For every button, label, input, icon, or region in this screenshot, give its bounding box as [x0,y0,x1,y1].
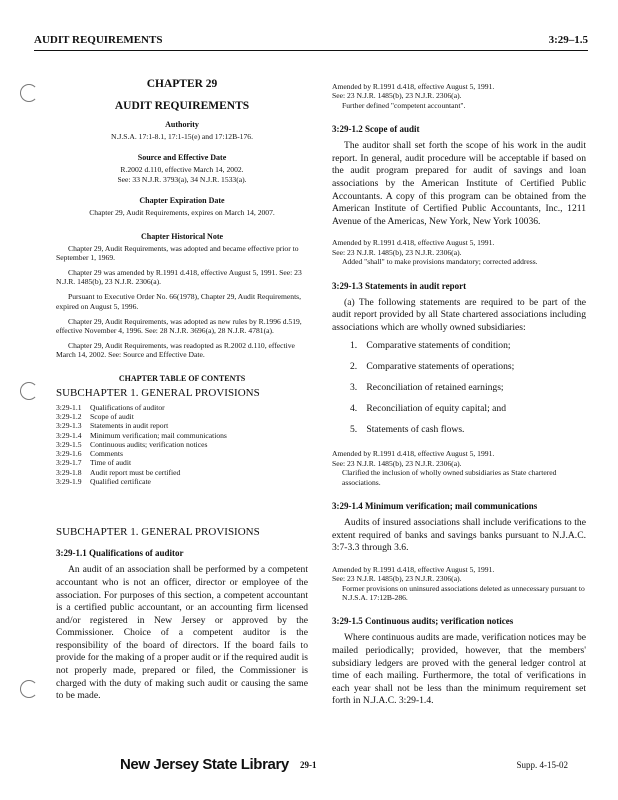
expiration-text: Chapter 29, Audit Requirements, expires on March 14, 2007. [89,208,275,218]
toc-subchapter: SUBCHAPTER 1. GENERAL PROVISIONS [56,386,260,399]
historical-note-5: Chapter 29, Audit Requirements, was readopted as R.2002 d.110, effective March 14, 2002. See: Source and Effective Date. [56,341,295,360]
historical-note-3: Pursuant to Executive Order No. 66(1978), Chapter 29, Audit Requirements, expired on August 5, 1996. [56,292,302,311]
toc-item: 3:29-1.6 Comments [56,449,123,459]
note-2-desc: Added "shall" to make provisions mandatory; corrected address. [342,257,538,267]
note-3-see: See: 23 N.J.R. 1485(b), 23 N.J.R. 2306(a). [332,458,462,468]
statements-list [350,340,586,445]
note-1-see: See: 23 N.J.R. 1485(b), 23 N.J.R. 2306(a). [332,91,462,101]
note-1-desc: Further defined "competent accountant". [342,100,466,110]
note-3-amended: Amended by R.1991 d.418, effective August 5, 1991. [332,449,495,459]
chapter-number: CHAPTER 29 [146,78,218,90]
section-1-4-heading: 3:29-1.4 Minimum verification; mail communications [332,501,538,511]
section-1-1-text: An audit of an association shall be performed by a competent accountant who is not an officer, director or employee of the association. For purposes of this section, a competent accountant is a certified public accountant, or an accounting firm licensed and/or registered in New Jersey or approved by the Commissioner. Choice of a competent auditor is the responsibility of the board of directors. If the board fails to provide for the making of a proper audit or if the required audit is not properly made, prepared or filed, the Commissioner is charged with the duty of making such audit or causing the same to be made. [56,564,308,702]
page-footer [0,756,618,778]
toc-item: 3:29-1.9 Qualified certificate [56,477,151,487]
right-column [332,82,586,708]
punch-hole-mark [20,680,38,698]
toc-item: 3:29-1.4 Minimum verification; mail communications [56,430,227,440]
section-1-3-text: (a) The following statements are required to be part of the audit report provided by all State chartered associations including associations which are wholly owned subsidiaries: [332,296,586,333]
section-1-3-heading: 3:29-1.3 Statements in audit report [332,280,467,291]
note-2-see: See: 23 N.J.R. 1485(b), 23 N.J.R. 2306(a). [332,247,462,257]
list-item: 5. Statements of cash flows. [350,424,465,436]
note-1-amended: Amended by R.1991 d.418, effective August 5, 1991. [332,82,495,91]
section-1-5-heading: 3:29-1.5 Continuous audits; verification notices [332,616,514,627]
note-4-amended: Amended by R.1991 d.418, effective August 5, 1991. [332,564,495,574]
left-column [56,72,308,703]
chapter-title: AUDIT REQUIREMENTS [114,100,250,112]
toc-heading: CHAPTER TABLE OF CONTENTS [118,373,246,383]
list-item: 2. Comparative statements of operations; [350,361,515,373]
section-1-4-text: Audits of insured associations shall include verifications to the extent required of banks and savings banks pursuant to N.J.A.C. 3:7-3.3 through 3.6. [332,517,586,554]
expiration-heading: Chapter Expiration Date [139,196,225,206]
punch-hole-mark [20,84,38,102]
section-1-2-heading: 3:29-1.2 Scope of audit [332,124,420,135]
header-title: AUDIT REQUIREMENTS [34,34,163,46]
toc-item: 3:29-1.3 Statements in audit report [56,421,169,431]
toc-item: 3:29-1.2 Scope of audit [56,411,134,421]
historical-note-4: Chapter 29, Audit Requirements, was adopted as new rules by R.1996 d.519, effective November 4, 1996. See: 28 N.J.R. 3696(a), 28 N.J.R. 4781(a). [56,316,302,336]
supplement-date: Supp. 4-15-02 [516,760,568,770]
running-header [34,34,588,51]
note-4-see: See: 23 N.J.R. 1485(b), 23 N.J.R. 2306(a). [332,574,462,584]
authority-heading: Authority [165,120,199,129]
source-text-1: R.2002 d.110, effective March 14, 2002. [120,165,244,175]
list-item: 3. Reconciliation of retained earnings; [350,382,504,394]
header-section: 3:29–1.5 [548,34,588,46]
page-number: 29-1 [300,760,317,770]
section-1-5-text: Where continuous audits are made, verification notices may be mailed periodically; provided, however, that the members' subsidiary ledgers are proved with the general ledger control at time of each mailing. Furthermore, the total of verifications in each year shall not be less than the minimum requirement set forth in N.J.A.C. 3:29-1.4. [332,632,586,707]
toc-item: 3:29-1.7 Time of audit [56,458,132,468]
authority-text: N.J.S.A. 17:1-8.1, 17:1-15(e) and 17:12B-176. [111,132,253,141]
source-text-2: See: 33 N.J.R. 3793(a), 34 N.J.R. 1533(a). [117,174,247,184]
library-stamp: New Jersey State Library [120,756,289,773]
toc-item: 3:29-1.5 Continuous audits; verification notices [56,439,208,449]
note-2-amended: Amended by R.1991 d.418, effective August 5, 1991. [332,238,495,248]
historical-note-2: Chapter 29 was amended by R.1991 d.418, effective August 5, 1991. See: 23 N.J.R. 1485(b), 23 N.J.R. 2306(a). [56,268,302,287]
toc-item: 3:29-1.1 Qualifications of auditor [56,402,165,412]
section-1-1-heading: 3:29-1.1 Qualifications of auditor [56,548,184,559]
toc-item: 3:29-1.8 Audit report must be certified [56,467,181,477]
subchapter-heading: SUBCHAPTER 1. GENERAL PROVISIONS [56,526,260,539]
historical-note-heading: Chapter Historical Note [140,231,224,241]
historical-note-1: Chapter 29, Audit Requirements, was adopted and became effective prior to September 1, 1969. [56,243,299,262]
list-item: 1. Comparative statements of condition; [350,340,511,352]
table-of-contents [56,403,308,487]
source-heading: Source and Effective Date [137,153,227,163]
note-3-desc: Clarified the inclusion of wholly owned subsidiaries as State chartered associations. [342,468,557,487]
section-1-2-text: The auditor shall set forth the scope of his work in the audit report. In general, audit procedure will be acceptable if based on the audit program prepared for audit of savings and loan associations by the American Institute of Certified Public Accountants. A copy of this program can be obtained from the American Institute of Certified Public Accountants, Inc., 1211 Avenue of the Americas, New York, New York 10036. [332,140,586,227]
list-item: 4. Reconciliation of equity capital; and [350,403,507,415]
punch-hole-mark [20,382,38,400]
note-4-desc: Former provisions on uninsured associations deleted as unnecessary pursuant to N.J.S.A. 17:12B-286. [342,583,585,602]
